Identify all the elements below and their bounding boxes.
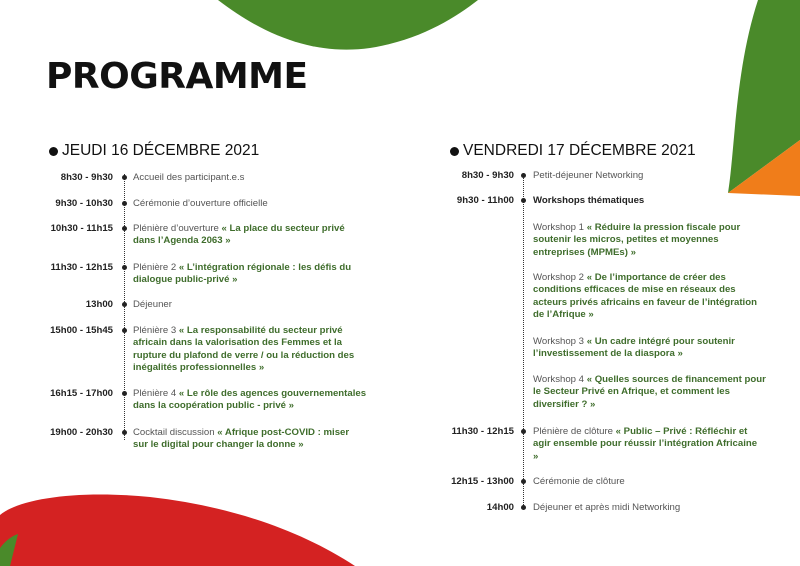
session-time: 11h30 - 12h15 — [50, 262, 113, 273]
session-description: Workshop 4 « Quelles sources de financement pour le Secteur Privé en Afrique, et comment les diversifier ? » — [533, 374, 766, 410]
timeline-dot-icon — [122, 328, 127, 333]
session-description: Petit-déjeuner Networking — [533, 170, 644, 181]
session-time: 9h30 - 10h30 — [55, 198, 113, 209]
day-heading — [49, 142, 259, 160]
session-description: Cérémonie d’ouverture officielle — [133, 198, 268, 209]
session-time: 8h30 - 9h30 — [461, 170, 514, 181]
timeline-dot-icon — [122, 391, 127, 396]
session-time: 9h30 - 11h00 — [456, 195, 514, 206]
green-leaf-right-shape — [728, 0, 800, 193]
session-description: Cérémonie de clôture — [533, 476, 625, 487]
timeline-dot-icon — [521, 173, 526, 178]
day-heading — [450, 142, 696, 160]
session-description: Workshops thématiques — [533, 195, 645, 206]
red-wave-bottom-shape — [0, 494, 355, 566]
session-description: Plénière 2 « L’intégration régionale : les défis du dialogue public-privé » — [133, 262, 352, 286]
session-description: Plénière de clôture « Public – Privé : Réfléchir et agir ensemble pour réussir l’intégration Africaine » — [533, 426, 758, 462]
session-description: Déjeuner et après midi Networking — [533, 502, 681, 513]
timeline-dot-icon — [122, 175, 127, 180]
timeline-line — [523, 174, 524, 509]
page-title: PROGRAMME — [46, 56, 308, 97]
timeline-dot-icon — [521, 429, 526, 434]
bullet-icon — [450, 147, 459, 156]
session-description: Déjeuner — [133, 299, 172, 310]
session-time: 8h30 - 9h30 — [60, 172, 113, 183]
session-time: 12h15 - 13h00 — [451, 476, 514, 487]
bullet-icon — [49, 147, 58, 156]
session-time: 11h30 - 12h15 — [451, 426, 514, 437]
session-description: Plénière d’ouverture « La place du secteur privé dans l’Agenda 2063 » — [133, 223, 345, 247]
timeline-dot-icon — [122, 430, 127, 435]
session-description: Workshop 2 « De l’importance de créer des conditions efficaces de mise en réseaux des acteurs privés africains en faveur de l’intégration de l’Afrique » — [533, 272, 757, 321]
timeline-dot-icon — [122, 265, 127, 270]
session-time: 13h00 — [85, 299, 113, 310]
timeline-dot-icon — [122, 226, 127, 231]
session-time: 19h00 - 20h30 — [50, 427, 113, 438]
session-time: 16h15 - 17h00 — [50, 388, 113, 399]
day-thursday — [49, 142, 367, 451]
green-leaf-top-shape — [218, 0, 478, 50]
session-description: Workshop 3 « Un cadre intégré pour soutenir l’investissement de la diaspora » — [533, 336, 735, 360]
session-description: Plénière 3 « La responsabilité du secteur privé africain dans la valorisation des Femmes et la rupture du plafond de verre / ou la réduction des inégalités professionnelles » — [133, 325, 355, 374]
orange-corner-shape — [728, 140, 800, 196]
session-time: 10h30 - 11h15 — [50, 223, 113, 234]
day-friday — [450, 142, 766, 513]
timeline-dot-icon — [122, 201, 127, 206]
timeline-dot-icon — [122, 302, 127, 307]
day-heading-text: JEUDI 16 DÉCEMBRE 2021 — [62, 142, 260, 159]
session-description: Plénière 4 « Le rôle des agences gouvernementales dans la coopération public - privé » — [133, 388, 367, 412]
day-heading-text: VENDREDI 17 DÉCEMBRE 2021 — [463, 142, 696, 159]
green-sliver-bottom-shape — [0, 534, 18, 566]
session-description: Cocktail discussion « Afrique post-COVID : miser sur le digital pour changer la donne » — [133, 427, 350, 451]
session-time: 15h00 - 15h45 — [50, 325, 113, 336]
timeline-dot-icon — [521, 505, 526, 510]
timeline-dot-icon — [521, 198, 526, 203]
timeline-dot-icon — [521, 479, 526, 484]
session-description: Accueil des participant.e.s — [133, 172, 245, 183]
session-time: 14h00 — [486, 502, 514, 513]
timeline-line — [124, 174, 125, 440]
session-description: Workshop 1 « Réduire la pression fiscale pour soutenir les micros, petites et moyennes entreprises (MPMEs) » — [533, 222, 741, 258]
